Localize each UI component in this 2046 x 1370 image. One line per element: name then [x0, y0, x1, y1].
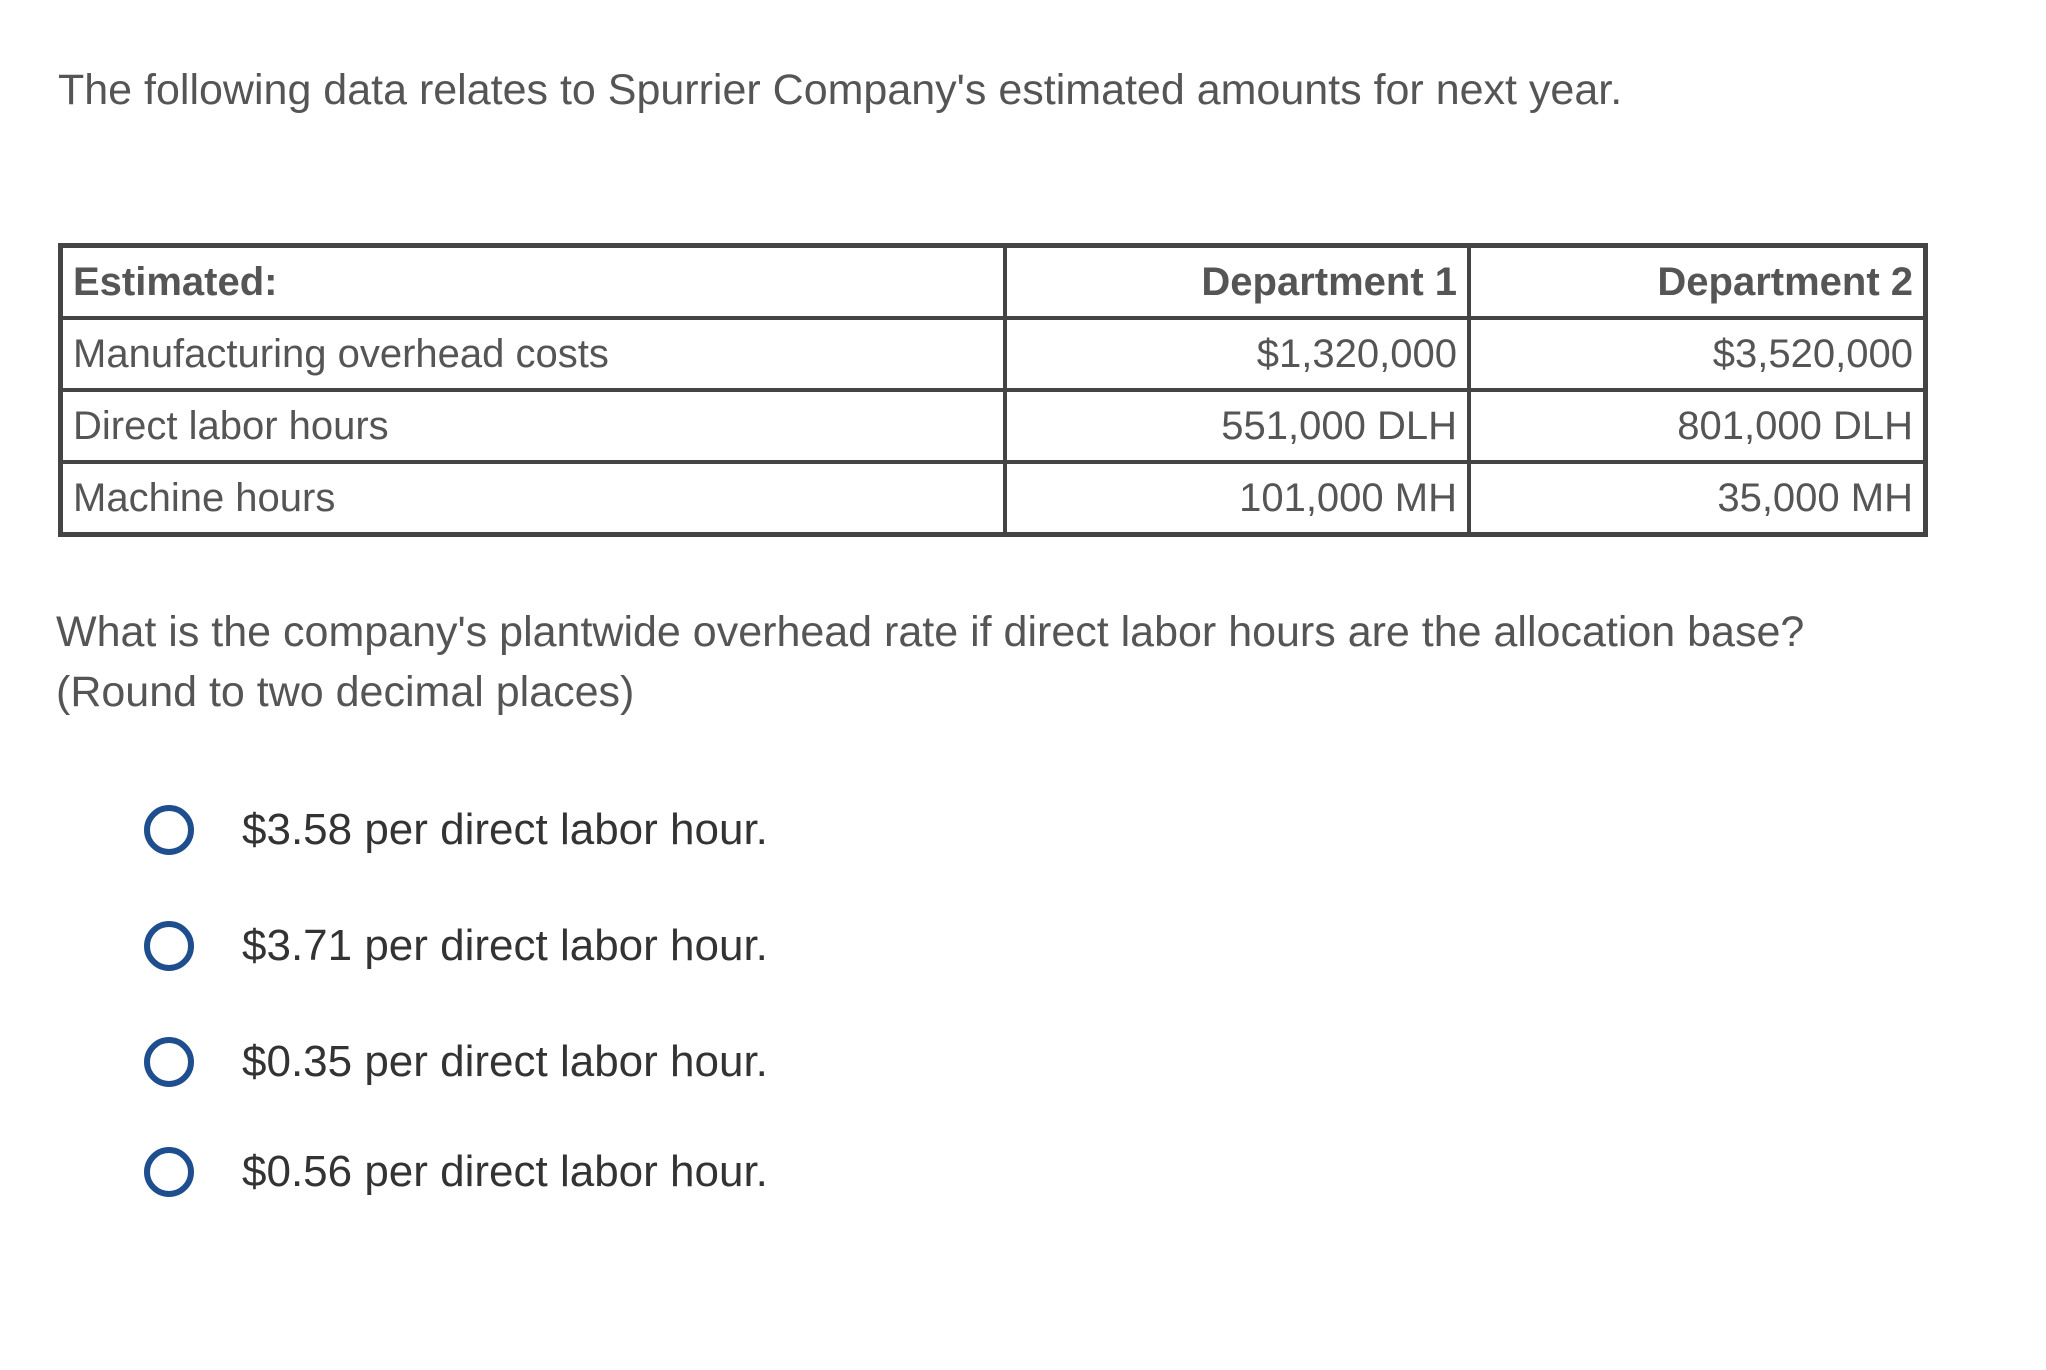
answer-option-4[interactable]	[144, 1142, 768, 1202]
answer-option-3[interactable]	[144, 1032, 768, 1092]
question-line-1: What is the company's plantwide overhead rate if direct labor hours are the allocation base?	[56, 608, 1805, 656]
radio-button[interactable]	[144, 1037, 194, 1087]
cell-department-2: 801,000 DLH	[1469, 390, 1925, 462]
answer-option-label[interactable]: $3.58 per direct labor hour.	[242, 805, 768, 854]
cell-department-2: $3,520,000	[1469, 318, 1925, 390]
cell-department-1: 551,000 DLH	[1005, 390, 1469, 462]
header-department-1: Department 1	[1005, 246, 1469, 318]
row-label: Machine hours	[61, 462, 1005, 534]
header-department-2: Department 2	[1469, 246, 1925, 318]
table-header-row	[61, 246, 1925, 318]
table-row	[61, 462, 1925, 534]
answer-options	[144, 800, 768, 1258]
radio-button[interactable]	[144, 921, 194, 971]
cell-department-2: 35,000 MH	[1469, 462, 1925, 534]
row-label: Manufacturing overhead costs	[61, 318, 1005, 390]
estimates-table	[58, 243, 1928, 537]
row-label: Direct labor hours	[61, 390, 1005, 462]
answer-option-label[interactable]: $3.71 per direct labor hour.	[242, 921, 768, 970]
table-row	[61, 390, 1925, 462]
header-estimated: Estimated:	[61, 246, 1005, 318]
table-row	[61, 318, 1925, 390]
radio-button[interactable]	[144, 1147, 194, 1197]
answer-option-label[interactable]: $0.56 per direct labor hour.	[242, 1147, 768, 1196]
answer-option-1[interactable]	[144, 800, 768, 860]
question-line-2: (Round to two decimal places)	[56, 668, 635, 716]
cell-department-1: 101,000 MH	[1005, 462, 1469, 534]
question-text	[56, 602, 1804, 722]
answer-option-2[interactable]	[144, 916, 768, 976]
cell-department-1: $1,320,000	[1005, 318, 1469, 390]
intro-text: The following data relates to Spurrier Company's estimated amounts for next year.	[58, 66, 1623, 114]
answer-option-label[interactable]: $0.35 per direct labor hour.	[242, 1037, 768, 1086]
radio-button[interactable]	[144, 805, 194, 855]
